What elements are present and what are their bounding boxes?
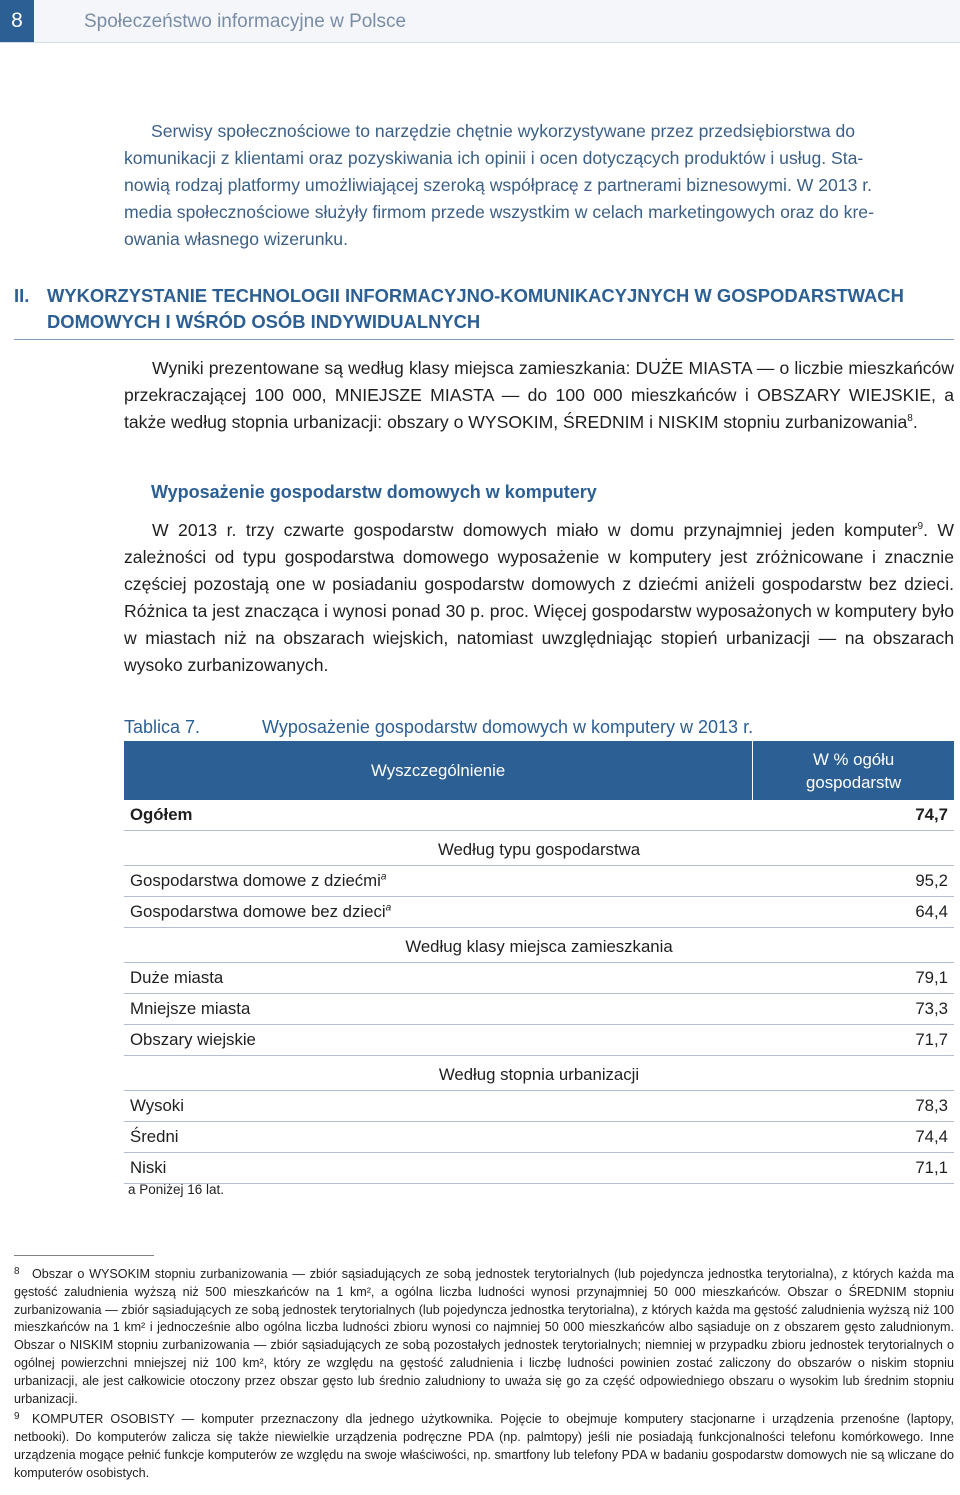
- intro-line: nowią rodzaj platformy umożliwiającej szeroką współpracę z partnerami biznesowymi. W 2013 r.: [124, 175, 873, 195]
- footnote-divider: [14, 1255, 154, 1256]
- row-label: [124, 897, 753, 928]
- row-value: 73,3: [753, 994, 954, 1025]
- table-row: [124, 1122, 954, 1153]
- table-header-row: [124, 741, 954, 800]
- row-value: 79,1: [753, 963, 954, 994]
- table-label: Tablica 7.: [124, 717, 201, 737]
- footnote-8: [14, 1263, 954, 1408]
- column-header-line: gospodarstw: [806, 772, 902, 792]
- footnote-text: KOMPUTER OSOBISTY — komputer przeznaczony dla jednego użytkownika. Pojęcie to obejmuje komputery stacjonarne i urządzenia przenośne (laptopy, netbooki). Do komputerów zalicza się także niewielkie urządzenia podręczne PDA (np. palmtopy) jeśli nie posiadają funkcjonalności telefonu komórkowego. Inne urządzenia mogące pełnić funkcje komputerów ze względu na swoje właściwości, np. smartfony lub telefony PDA w badaniu gospodarstw domowych nie są wliczane do komputerów osobistych.: [14, 1412, 954, 1480]
- row-note-mark: a: [380, 871, 387, 883]
- intro-line: owania własnego wizerunku.: [124, 229, 348, 249]
- paragraph-text: Wyniki prezentowane są według klasy miejsca zamieszkania: DUŻE MIASTA — o liczbie mieszkańców przekraczającej 100 000, MNIEJSZE MIASTA — do 100 000 mieszkańców i OBSZARY WIEJSKIE, a także według stopnia urbanizacji: obszary o WYSOKIM, ŚREDNIM i NISKIM stopniu zurbanizowania: [124, 358, 954, 432]
- column-header-percent: [753, 741, 954, 800]
- table-row: [124, 994, 954, 1025]
- running-title: Społeczeństwo informacyjne w Polsce: [84, 11, 407, 32]
- row-value: 74,7: [753, 800, 954, 831]
- intro-line: media społecznościowe służyły firmom przede wszystkim w celach marketingowych oraz do kre-: [124, 202, 874, 222]
- table-group-heading: [124, 928, 954, 963]
- column-header-line: W % ogółu: [813, 749, 895, 769]
- row-value: 71,7: [753, 1025, 954, 1056]
- table-title: Wyposażenie gospodarstw domowych w komputery w 2013 r.: [262, 717, 754, 737]
- section-title: WYKORZYSTANIE TECHNOLOGII INFORMACYJNO-KOMUNIKACYJNYCH W GOSPODARSTWACH DOMOWYCH I WŚRÓD OSÓB INDYWIDUALNYCH: [47, 285, 904, 332]
- footnote-mark: 9: [14, 1411, 20, 1423]
- table-row: [124, 1091, 954, 1122]
- row-value: 78,3: [753, 1091, 954, 1122]
- row-value: 64,4: [753, 897, 954, 928]
- row-label: Obszary wiejskie: [124, 1025, 753, 1056]
- table-row: [124, 1153, 954, 1184]
- table-row: [124, 963, 954, 994]
- group-title: Według typu gospodarstwa: [124, 831, 954, 866]
- row-label-text: Gospodarstwa domowe z dziećmi: [130, 871, 381, 890]
- footnotes: [14, 1263, 954, 1483]
- row-label: Duże miasta: [124, 963, 753, 994]
- footnote-mark: 8: [14, 1266, 20, 1277]
- row-value: 95,2: [753, 866, 954, 897]
- page-number: 8: [0, 0, 34, 42]
- table-row: [124, 866, 954, 897]
- table-row-total: [124, 800, 954, 831]
- row-label: Niski: [124, 1153, 753, 1184]
- intro-paragraph: [124, 118, 954, 253]
- row-label: Wysoki: [124, 1091, 753, 1122]
- row-value: 71,1: [753, 1153, 954, 1184]
- footnote-9: [14, 1408, 954, 1482]
- section-heading: [14, 283, 954, 340]
- row-label: [124, 866, 753, 897]
- paragraph-text: W 2013 r. trzy czwarte gospodarstw domowych miało w domu przynajmniej jeden komputer: [152, 520, 918, 540]
- row-label: Ogółem: [124, 800, 753, 831]
- table-group-heading: [124, 831, 954, 866]
- row-note-mark: a: [385, 902, 392, 914]
- row-label-text: Gospodarstwa domowe bez dzieci: [130, 902, 386, 921]
- footnote-ref[interactable]: 9: [917, 521, 924, 533]
- computers-paragraph: [124, 517, 954, 679]
- group-title: Według klasy miejsca zamieszkania: [124, 928, 954, 963]
- running-header: [0, 0, 960, 43]
- table-row: [124, 1025, 954, 1056]
- table-note: a Poniżej 16 lat.: [128, 1182, 225, 1197]
- column-header-description: Wyszczególnienie: [124, 741, 753, 800]
- paragraph-end: .: [912, 412, 918, 432]
- footnote-ref[interactable]: 8: [907, 413, 913, 425]
- paragraph-text: . W zależności od typu gospodarstwa domowego wyposażenie w komputery jest zróżnicowane i znacznie częściej pozostają one w posiadaniu gospodarstw domowych z dziećmi aniżeli gospodarstw bez dzieci. Różnica ta jest znacząca i wynosi ponad 30 p. proc. Więcej gospodarstw wyposażonych w komputery było w miastach niż na obszarach wiejskich, natomiast uwzględniając stopień urbanizacji — na obszarach wysoko zurbanizowanych.: [124, 520, 954, 675]
- row-label: Mniejsze miasta: [124, 994, 753, 1025]
- row-value: 74,4: [753, 1122, 954, 1153]
- section-number: II.: [14, 285, 30, 306]
- group-title: Według stopnia urbanizacji: [124, 1056, 954, 1091]
- subheading: Wyposażenie gospodarstw domowych w komputery: [151, 482, 597, 502]
- classification-paragraph: [124, 355, 954, 436]
- row-label: Średni: [124, 1122, 753, 1153]
- table-group-heading: [124, 1056, 954, 1091]
- footnote-text: Obszar o WYSOKIM stopniu zurbanizowania — zbiór sąsiadujących ze sobą jednostek terytorialnych (lub pojedyncza jednostka terytorialna), z których każda ma gęstość zaludnienia wyższą niż 500 mieszkańców na 1 km², a ogólna liczba ludności wynosi przynajmniej 50 000 mieszkańców. Obszar o ŚREDNIM stopniu zurbanizowania — zbiór sąsiadujących ze sobą jednostek terytorialnych (lub pojedyncza jednostka terytorialna), z których każda ma gęstość zaludnienia wyższą niż 100 mieszkańców na 1 km² i jednocześnie albo ogólna liczba ludności zbioru wynosi co najmniej 50 000 mieszkańców albo sąsiaduje on z obszarem gęsto zaludnionym. Obszar o NISKIM stopniu zurbanizowania — zbiór sąsiadujących ze sobą pozostałych jednostek terytorialnych; niemniej w przypadku zbioru jednostek terytorialnych o ogólnej powierzchni mniejszej niż 100 km², który ze względu na gęstość zaludnienia i liczbę ludności powinien zostać zaliczony do obszarów o niskim stopniu urbanizacji, ale jest całkowicie otoczony przez obszar gęsto lub średnio zaludniony to uważa się go za część odpowiedniego obszaru o wysokim lub średnim stopniu urbanizacji.: [14, 1267, 954, 1406]
- table-caption: [124, 715, 753, 739]
- intro-line: komunikacji z klientami oraz pozyskiwania ich opinii i ocen dotyczących produktów i usług. Sta-: [124, 148, 864, 168]
- intro-line: Serwisy społecznościowe to narzędzie chętnie wykorzystywane przez przedsiębiorstwa do: [151, 121, 856, 141]
- computers-table: [124, 741, 954, 1184]
- table-row: [124, 897, 954, 928]
